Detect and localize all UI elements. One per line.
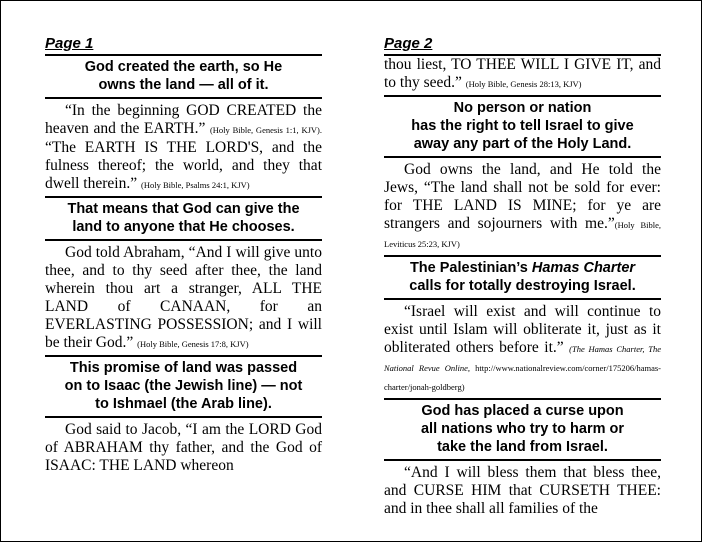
paragraph-creation xyxy=(45,102,322,194)
paragraph-abraham xyxy=(45,244,322,353)
paragraph-text: thou liest, TO THEE WILL I GIVE IT, and to thy seed.” xyxy=(384,56,661,91)
paragraph-jacob-continued xyxy=(384,56,661,93)
heading-god-can-give-land xyxy=(45,196,322,241)
citation-title: (The Hamas Charter, xyxy=(569,344,645,354)
paragraph-text: “The EARTH IS THE LORD'S, and the fulness thereof; the world, and they that dwell therein.” xyxy=(45,139,322,192)
citation-url: http://www.nationalreview.com/corner/175206/hamas-charter/jonah-goldberg) xyxy=(384,363,661,392)
heading-promise-isaac xyxy=(45,355,322,418)
heading-line xyxy=(384,259,661,277)
heading-line: calls for totally destroying Israel. xyxy=(409,278,636,294)
heading-line: all nations who try to harm or xyxy=(420,421,625,437)
page-1-column xyxy=(45,35,322,475)
page-2-column xyxy=(384,35,661,518)
heading-no-nation-right xyxy=(384,95,661,158)
heading-text: The Palestinian’s xyxy=(409,260,532,276)
heading-line: God created the earth, so He xyxy=(84,59,283,75)
paragraph-land-mine xyxy=(384,161,661,253)
paragraph-text: God said to Jacob, “I am the LORD God of ABRAHAM thy father, and the God of ISAAC: THE LAND whereon xyxy=(45,421,322,474)
paragraph-text: God owns the land, and He told the Jews, “The land shall not be sold for ever: for THE LAND IS MINE; for ye are strangers and sojourners with me.” xyxy=(384,161,661,232)
paragraph-jacob xyxy=(45,421,322,475)
heading-line: land to anyone that He chooses. xyxy=(72,219,295,235)
paragraph-text: “Israel will exist and will continue to exist until Islam will obliterate it, just as it obliterated others before it.” xyxy=(384,303,661,356)
heading-hamas-charter xyxy=(384,255,661,300)
heading-line: away any part of the Holy Land. xyxy=(413,136,632,152)
citation: (Holy Bible, Genesis 17:8, KJV) xyxy=(137,339,249,349)
heading-line: has the right to tell Israel to give xyxy=(411,118,634,134)
heading-line: to Ishmael (the Arab line). xyxy=(95,396,272,412)
citation: (Holy Bible, Leviticus 25:23, KJV) xyxy=(384,220,661,249)
page-1-label: Page 1 xyxy=(45,35,94,52)
heading-line: take the land from Israel. xyxy=(437,439,608,455)
paragraph-hamas-quote xyxy=(384,303,661,396)
paragraph-text: God told Abraham, “And I will give unto thee, and to thy seed after thee, the land wherein thou art a stranger, ALL THE LAND of CANAAN, for an EVERLASTING POSSESSION; and I will be their God.” xyxy=(45,244,322,351)
heading-line: That means that God can give the xyxy=(67,201,300,217)
heading-curse xyxy=(384,398,661,461)
citation: (Holy Bible, Genesis 1:1, KJV). xyxy=(209,125,322,135)
heading-italic-text: Hamas Charter xyxy=(531,260,636,276)
paragraph-bless xyxy=(384,464,661,518)
heading-god-created-earth xyxy=(45,54,322,99)
page-2-label: Page 2 xyxy=(384,35,433,52)
heading-line: God has placed a curse upon xyxy=(421,403,624,419)
citation: (Holy Bible, Genesis 28:13, KJV) xyxy=(465,79,582,89)
heading-line: owns the land — all of it. xyxy=(98,77,269,93)
heading-line: No person or nation xyxy=(453,100,592,116)
paragraph-text: “And I will bless them that bless thee, and CURSE HIM that CURSETH THEE: and in thee shall all families of the xyxy=(384,464,661,517)
citation: (Holy Bible, Psalms 24:1, KJV) xyxy=(140,180,250,190)
heading-line: This promise of land was passed xyxy=(69,360,298,376)
heading-line: on to Isaac (the Jewish line) — not xyxy=(64,378,303,394)
paragraph-text: “In the beginning GOD CREATED the heaven and the EARTH.” xyxy=(45,102,322,137)
citation-title: The National Revue Online, xyxy=(384,344,661,373)
